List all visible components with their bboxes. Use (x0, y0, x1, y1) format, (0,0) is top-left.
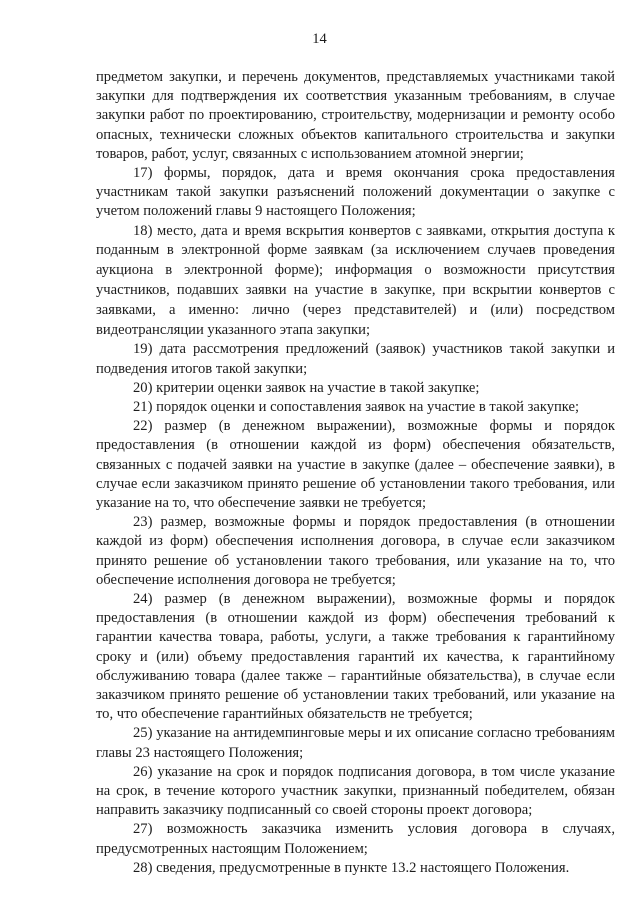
list-item-19: 19) дата рассмотрения предложений (заявок) участников такой закупки и подведения итогов такой закупки; (96, 341, 615, 377)
list-item-22: 22) размер (в денежном выражении), возможные формы и порядок предоставления (в отношении каждой из форм) обеспечения обязательств, связанных с подачей заявки на участие в закупке (далее – обеспечение заявки), в случае если заказчиком принято решение об установлении такого требования, или указание на то, что обеспечение заявки не требуется; (96, 418, 615, 512)
list-item-20: 20) критерии оценки заявок на участие в такой закупке; (133, 379, 480, 396)
list-item-17: 17) формы, порядок, дата и время окончания срока предоставления участникам такой закупки разъяснений положений документации о закупке с учетом положений главы 9 настоящего Положения; (96, 165, 615, 220)
page-number: 14 (312, 31, 327, 47)
page-body (96, 68, 615, 878)
list-item-21: 21) порядок оценки и сопоставления заявок на участие в такой закупке; (133, 399, 580, 416)
list-item-25: 25) указание на антидемпинговые меры и их описание согласно требованиям главы 23 настоящего Положения; (96, 725, 615, 761)
list-item-23: 23) размер, возможные формы и порядок предоставления (в отношении каждой из форм) обеспечения исполнения договора, в случае если заказчиком принято решение об установлении такого требования, или указание на то, что обеспечение исполнения договора не требуется; (96, 514, 615, 588)
list-item-18: 18) место, дата и время вскрытия конвертов с заявками, открытия доступа к поданным в электронной форме заявкам (за исключением случаев проведения аукциона в электронной форме); информация о возможности присутствия участников, подавших заявки на участие в закупке, при вскрытии конвертов с заявками, а именно: лично (через представителей) и (или) посредством видеотрансляции указанного этапа закупки; (96, 222, 615, 338)
list-item-26: 26) указание на срок и порядок подписания договора, в том числе указание на срок, в течение которого участник закупки, признанный победителем, обязан направить заказчику подписанный со своей стороны проект договора; (96, 763, 615, 819)
list-item-28: 28) сведения, предусмотренные в пункте 13.2 настоящего Положения. (133, 859, 570, 876)
list-item-24: 24) размер (в денежном выражении), возможные формы и порядок предоставления (в отношении каждой из форм) обеспечения требований к гарантии качества товара, работы, услуги, а также требования к гарантийному сроку и (или) объему предоставления гарантий их качества, к гарантийному обслуживанию товара (далее также – гарантийные обязательства), в случае если заказчиком принято решение об установлении таких требований, или указание на то, что обеспечение гарантийных обязательств не требуется; (96, 591, 615, 723)
paragraph-procurement-subject-continuation: предметом закупки, и перечень документов, представляемых участниками такой закупки для подтверждения их соответствия указанным требованиям, в случае закупки работ по проектированию, строительству, модернизации и ремонту особо опасных, технически сложных объектов капитального строительства и закупки товаров, работ, услуг, связанных с использованием атомной энергии; (96, 69, 615, 162)
list-item-27: 27) возможность заказчика изменить условия договора в случаях, предусмотренных настоящим Положением; (96, 821, 615, 857)
